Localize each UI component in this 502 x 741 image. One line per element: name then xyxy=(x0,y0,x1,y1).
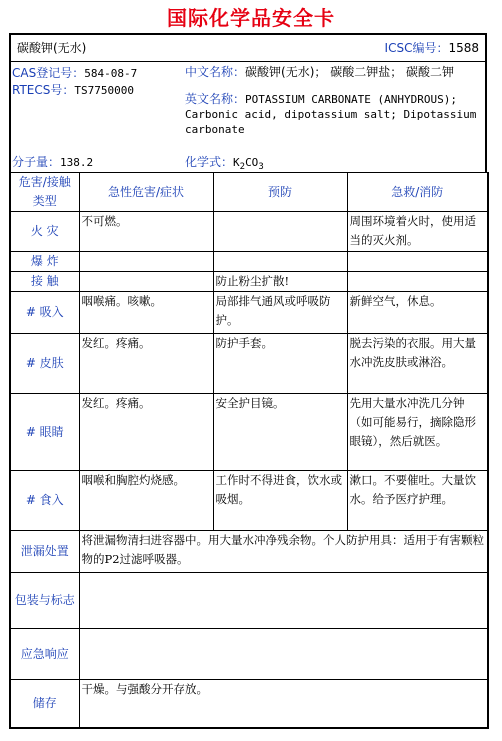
symptom-cell: 不可燃。 xyxy=(79,212,213,252)
prevention-cell: 局部排气通风或呼吸防护。 xyxy=(213,292,347,334)
col-header-symptom: 急性危害/症状 xyxy=(79,173,213,212)
row-label: # 食入 xyxy=(10,471,79,531)
card-title: 国际化学品安全卡 xyxy=(167,6,335,30)
cas-row: CAS登记号：584-08-7 xyxy=(12,66,138,80)
row-label: # 皮肤 xyxy=(10,334,79,394)
emergency-text xyxy=(79,629,488,680)
symptom-cell xyxy=(79,252,213,272)
hazard-header-row xyxy=(10,173,488,212)
prevention-cell: 工作时不得进食，饮水或吸烟。 xyxy=(213,471,347,531)
row-inhalation xyxy=(10,292,488,334)
emergency-label: 应急响应 xyxy=(10,629,79,680)
prevention-cell xyxy=(213,212,347,252)
prevention-cell: 安全护目镜。 xyxy=(213,394,347,471)
hazard-table xyxy=(9,172,489,729)
prevention-cell: 防止粉尘扩散! xyxy=(213,272,347,292)
spill-label: 泄漏处置 xyxy=(10,531,79,573)
firstaid-cell: 周围环境着火时，使用适当的灭火剂。 xyxy=(347,212,488,252)
molecular-weight: 分子量：138.2 xyxy=(12,155,94,169)
row-ingestion xyxy=(10,471,488,531)
names xyxy=(185,65,483,137)
col-header-firstaid: 急救/消防 xyxy=(347,173,488,212)
firstaid-cell xyxy=(347,272,488,292)
packaging-label: 包装与标志 xyxy=(10,573,79,629)
row-label: # 吸入 xyxy=(10,292,79,334)
symptom-cell: 发红。疼痛。 xyxy=(79,334,213,394)
row-eyes xyxy=(10,394,488,471)
row-spill xyxy=(10,531,488,573)
symptom-cell: 发红。疼痛。 xyxy=(79,394,213,471)
rtecs-row: RTECS号：TS7750000 xyxy=(12,83,134,97)
row-label: 接 触 xyxy=(10,272,79,292)
row-packaging xyxy=(10,573,488,629)
row-skin xyxy=(10,334,488,394)
spill-text: 将泄漏物清扫进容器中。用大量水冲净残余物。个人防护用具：适用于有害颗粒物的P2过滤呼吸器。 xyxy=(79,531,488,573)
prevention-cell: 防护手套。 xyxy=(213,334,347,394)
firstaid-cell: 脱去污染的衣服。用大量水冲洗皮肤或淋浴。 xyxy=(347,334,488,394)
firstaid-cell: 先用大量水冲洗几分钟（如可能易行，摘除隐形眼镜），然后就医。 xyxy=(347,394,488,471)
symptom-cell: 咽喉痛。咳嗽。 xyxy=(79,292,213,334)
prevention-cell xyxy=(213,252,347,272)
row-explosion xyxy=(10,252,488,272)
row-emergency xyxy=(10,629,488,680)
chemical-name: 碳酸钾(无水) xyxy=(17,41,87,55)
identity-header xyxy=(9,33,487,173)
row-contact xyxy=(10,272,488,292)
symptom-cell: 咽喉和胸腔灼烧感。 xyxy=(79,471,213,531)
chemical-formula: 化学式：$K_2CO_3$ xyxy=(185,155,264,173)
row-label: # 眼睛 xyxy=(10,394,79,471)
registry-ids xyxy=(12,65,182,99)
row-storage xyxy=(10,680,488,728)
name-row xyxy=(11,35,485,62)
packaging-text xyxy=(79,573,488,629)
row-label: 爆 炸 xyxy=(10,252,79,272)
col-header-prevention: 预防 xyxy=(213,173,347,212)
icsc-number: ICSC编号：1588 xyxy=(384,41,479,55)
symptom-cell xyxy=(79,272,213,292)
en-name-row: 英文名称：POTASSIUM CARBONATE (ANHYDROUS); Carbonic acid, dipotassium salt; Dipotassium carbonate xyxy=(185,92,477,136)
storage-label: 储存 xyxy=(10,680,79,728)
col-header-type: 危害/接触类型 xyxy=(10,173,79,212)
row-label: 火 灾 xyxy=(10,212,79,252)
firstaid-cell xyxy=(347,252,488,272)
storage-text: 干燥。与强酸分开存放。 xyxy=(79,680,488,728)
firstaid-cell: 新鲜空气，休息。 xyxy=(347,292,488,334)
firstaid-cell: 漱口。不要催吐。大量饮水。给予医疗护理。 xyxy=(347,471,488,531)
row-fire xyxy=(10,212,488,252)
cn-name-row: 中文名称：碳酸钾(无水)； 碳酸二钾盐； 碳酸二钾 xyxy=(185,65,455,79)
